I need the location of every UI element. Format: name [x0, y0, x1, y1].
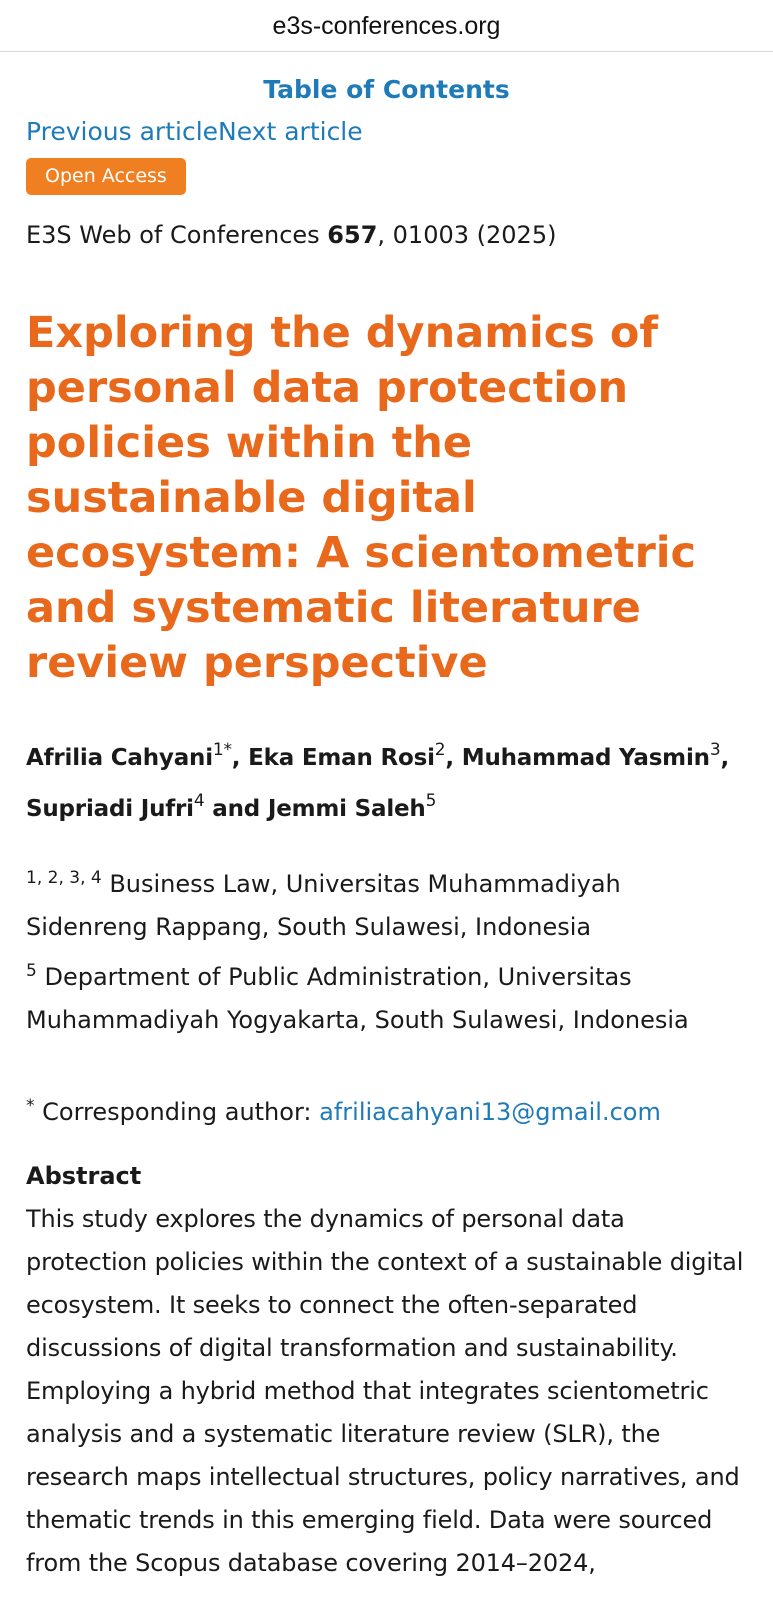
- author-separator: and: [204, 796, 268, 822]
- affiliation-item: [26, 863, 747, 949]
- author-name: Afrilia Cahyani: [26, 745, 213, 771]
- browser-url-bar[interactable]: [0, 0, 773, 52]
- affiliation-item: [26, 956, 747, 1042]
- next-article-link[interactable]: Next article: [218, 117, 363, 146]
- corresponding-label: Corresponding author:: [34, 1098, 320, 1126]
- author-affiliation-mark: 2: [434, 740, 446, 760]
- author-name: Jemmi Saleh: [267, 796, 426, 822]
- citation-line: [26, 219, 747, 251]
- volume-number: 657: [327, 221, 378, 249]
- abstract-text: This study explores the dynamics of personal data protection policies within the context of a sustainable digital ecosystem. It seeks to connect the often-separated discussions of digital transformation and sustainability. Employing a hybrid method that integrates scientometric analysis and a systematic literature review (SLR), the research maps intellectual structures, policy narratives, and thematic trends in this emerging field. Data were sourced from the Scopus database covering 2014–2024,: [26, 1205, 744, 1577]
- open-access-badge: Open Access: [26, 158, 186, 195]
- previous-article-link[interactable]: Previous article: [26, 117, 219, 146]
- affiliation-mark: 1, 2, 3, 4: [26, 868, 102, 888]
- corresponding-mark: *: [26, 1096, 35, 1116]
- article-navigation: [26, 116, 747, 148]
- corresponding-email-link[interactable]: afriliacahyani13@gmail.com: [319, 1098, 661, 1126]
- url-text: e3s-conferences.org: [272, 12, 501, 40]
- corresponding-author: [26, 1096, 747, 1128]
- author-separator: ,: [445, 745, 462, 771]
- abstract-heading: Abstract: [26, 1162, 142, 1190]
- author-name: Supriadi Jufri: [26, 796, 194, 822]
- journal-name: E3S Web of Conferences: [26, 221, 328, 249]
- affiliation-text: Department of Public Administration, Universitas Muhammadiyah Yogyakarta, South Sulawesi, Indonesia: [26, 963, 689, 1034]
- affiliation-mark: 5: [26, 961, 37, 981]
- article-title: Exploring the dynamics of personal data protection policies within the sustainable digital ecosystem: A scientometric and systematic literature review perspective: [26, 308, 697, 688]
- author-affiliation-mark: 3: [709, 740, 721, 760]
- author-name: Eka Eman Rosi: [248, 745, 435, 771]
- citation-rest: , 01003 (2025): [377, 221, 557, 249]
- author-separator: ,: [231, 745, 249, 771]
- article-page: [0, 74, 773, 1585]
- affiliation-list: [26, 863, 747, 1042]
- author-affiliation-mark: 4: [193, 791, 205, 811]
- author-affiliation-mark: 1*: [212, 740, 232, 760]
- author-list: [26, 733, 747, 835]
- author-name: Muhammad Yasmin: [461, 745, 710, 771]
- affiliation-text: Business Law, Universitas Muhammadiyah Sidenreng Rappang, South Sulawesi, Indonesia: [26, 870, 621, 941]
- author-separator: ,: [720, 745, 729, 771]
- table-of-contents-link[interactable]: Table of Contents: [263, 75, 510, 104]
- author-affiliation-mark: 5: [425, 791, 437, 811]
